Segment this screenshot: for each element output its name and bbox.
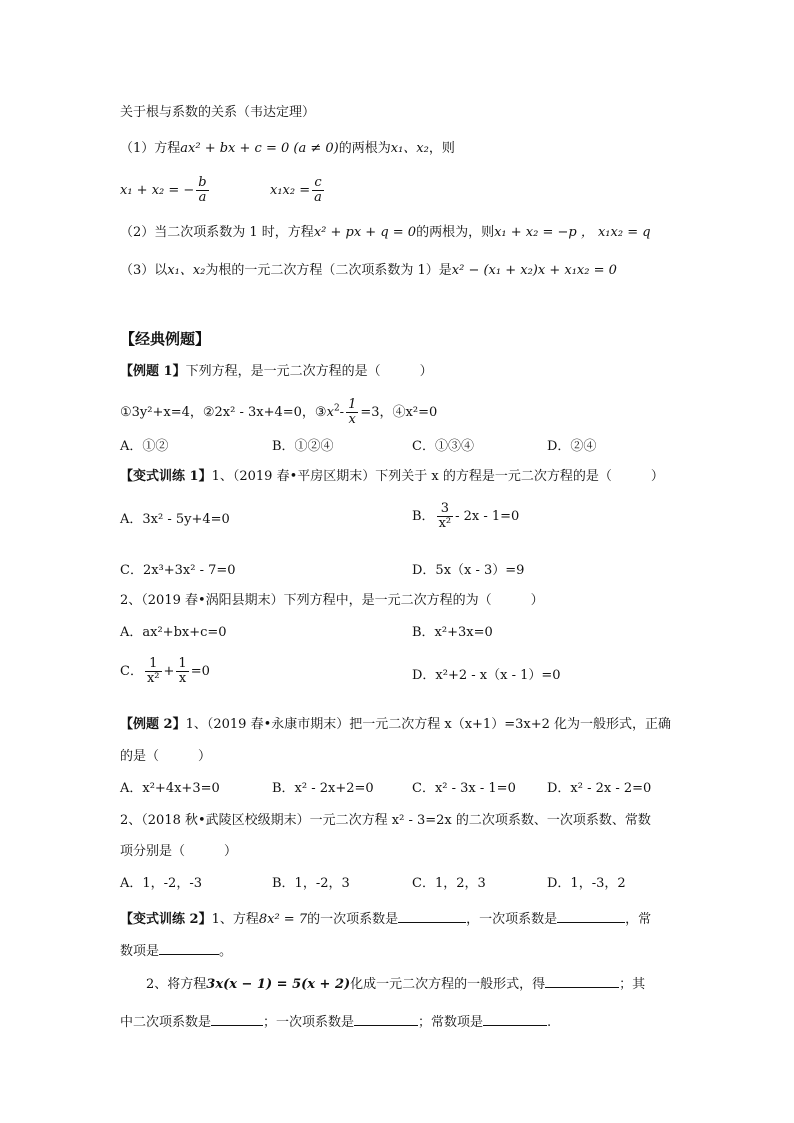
- answer-blank[interactable]: [545, 973, 619, 988]
- vieta-title: 关于根与系数的关系（韦达定理）: [120, 105, 316, 120]
- example-1-choice-d[interactable]: D．②④: [547, 439, 597, 454]
- example-1-choice-a[interactable]: A．①②: [120, 439, 169, 454]
- example-2-choice-a[interactable]: A．x²+4x+3=0: [120, 781, 220, 796]
- vieta-sum-formula: x₁ + x₂ = − $\frac{b}{a}$: [120, 175, 207, 205]
- vieta-item-3: （3）以x₁、x₂为根的一元二次方程（二次项系数为 1）是x² − (x₁ + x₂)x + x₁x₂ = 0: [120, 263, 617, 278]
- section-heading: 【经典例题】: [120, 330, 211, 348]
- variant-2-question-2: 2、将方程3x(x − 1) = 5(x + 2)化成一元二次方程的一般形式，得 ；其: [146, 973, 645, 994]
- example-2-question-2: 2、（2018 秋•武陵区校级期末）一元二次方程 x² - 3=2x 的二次项系数、一次项系数、常数: [120, 813, 651, 828]
- variant-1-q2-choice-a[interactable]: A．ax²+bx+c=0: [120, 625, 227, 640]
- answer-blank[interactable]: [483, 1011, 547, 1026]
- example-2-choice-b[interactable]: B．x² - 2x+2=0: [272, 781, 374, 796]
- variant-1-question-2: 2、（2019 春•涡阳县期末）下列方程中，是一元二次方程的为（ ）: [120, 593, 544, 608]
- example-2-stem-cont: 的是（ ）: [120, 749, 212, 764]
- example-2-q2-choice-d[interactable]: D．1，-3，2: [547, 876, 626, 891]
- vieta-equation-1: ax² + bx + c = 0 (a ≠ 0): [180, 141, 339, 156]
- vieta-item-2: （2）当二次项系数为 1 时，方程x² + px + q = 0的两根为，则x₁ + x₂ = −p ， x₁x₂ = q: [120, 225, 651, 240]
- vieta-product-formula: x₁x₂ = $\frac{c}{a}$: [270, 175, 322, 205]
- variant-2-line-2: 数项是 。: [120, 940, 232, 961]
- answer-blank[interactable]: [354, 1011, 418, 1026]
- variant-1-choice-b[interactable]: B． $\frac{3}{\text{x²}}$ - 2x - 1=0: [412, 501, 520, 531]
- example-1-stem: 【例题 1】下列方程，是一元二次方程的是（ ）: [120, 364, 433, 379]
- variant-1-q2-choice-c[interactable]: C． $\frac{1}{\text{x²}}$ + $\frac{1}{x}$ =0: [120, 656, 210, 686]
- variant-1-choice-a[interactable]: A．3x² - 5y+4=0: [120, 512, 230, 527]
- variant-1-stem: 【变式训练 1】1、（2019 春•平房区期末）下列关于 x 的方程是一元二次方程的是（ ）: [120, 469, 664, 484]
- variant-1-q2-choice-b[interactable]: B．x²+3x=0: [412, 625, 493, 640]
- variant-2-line-1: 【变式训练 2】1、方程8x² = 7的一次项系数是 ，一次项系数是 ，常: [120, 908, 651, 929]
- variant-1-choice-d[interactable]: D．5x（x - 3）=9: [412, 563, 525, 578]
- variant-1-q2-choice-d[interactable]: D．x²+2 - x（x - 1）=0: [412, 668, 561, 683]
- answer-blank[interactable]: [211, 1011, 263, 1026]
- example-1-options: ①3y²+x=4，②2x² - 3x+4=0，$③x^2-$ $\frac{1}{x}$ =3，④x²=0: [120, 397, 438, 427]
- example-2-q2-choice-b[interactable]: B．1，-2，3: [272, 876, 350, 891]
- example-2-question-2-cont: 项分别是（ ）: [120, 844, 238, 859]
- answer-blank[interactable]: [557, 908, 625, 923]
- variant-2-question-2-cont: 中二次项系数是 ；一次项系数是 ；常数项是 .: [120, 1011, 551, 1032]
- vieta-item-1: （1）方程ax² + bx + c = 0 (a ≠ 0)的两根为x₁、x₂，则: [120, 141, 455, 156]
- example-2-stem: 【例题 2】1、（2019 春•永康市期末）把一元二次方程 x（x+1）=3x+2 化为一般形式，正确: [120, 717, 671, 732]
- example-1-choice-c[interactable]: C．①③④: [412, 439, 474, 454]
- variant-1-choice-c[interactable]: C．2x³+3x² - 7=0: [120, 563, 236, 578]
- answer-blank[interactable]: [398, 908, 466, 923]
- answer-blank[interactable]: [159, 940, 219, 955]
- example-2-q2-choice-c[interactable]: C．1，2，3: [412, 876, 486, 891]
- example-2-q2-choice-a[interactable]: A．1，-2，-3: [120, 876, 202, 891]
- example-1-choice-b[interactable]: B．①②④: [272, 439, 334, 454]
- example-2-choice-d[interactable]: D．x² - 2x - 2=0: [547, 781, 652, 796]
- example-2-choice-c[interactable]: C．x² - 3x - 1=0: [412, 781, 516, 796]
